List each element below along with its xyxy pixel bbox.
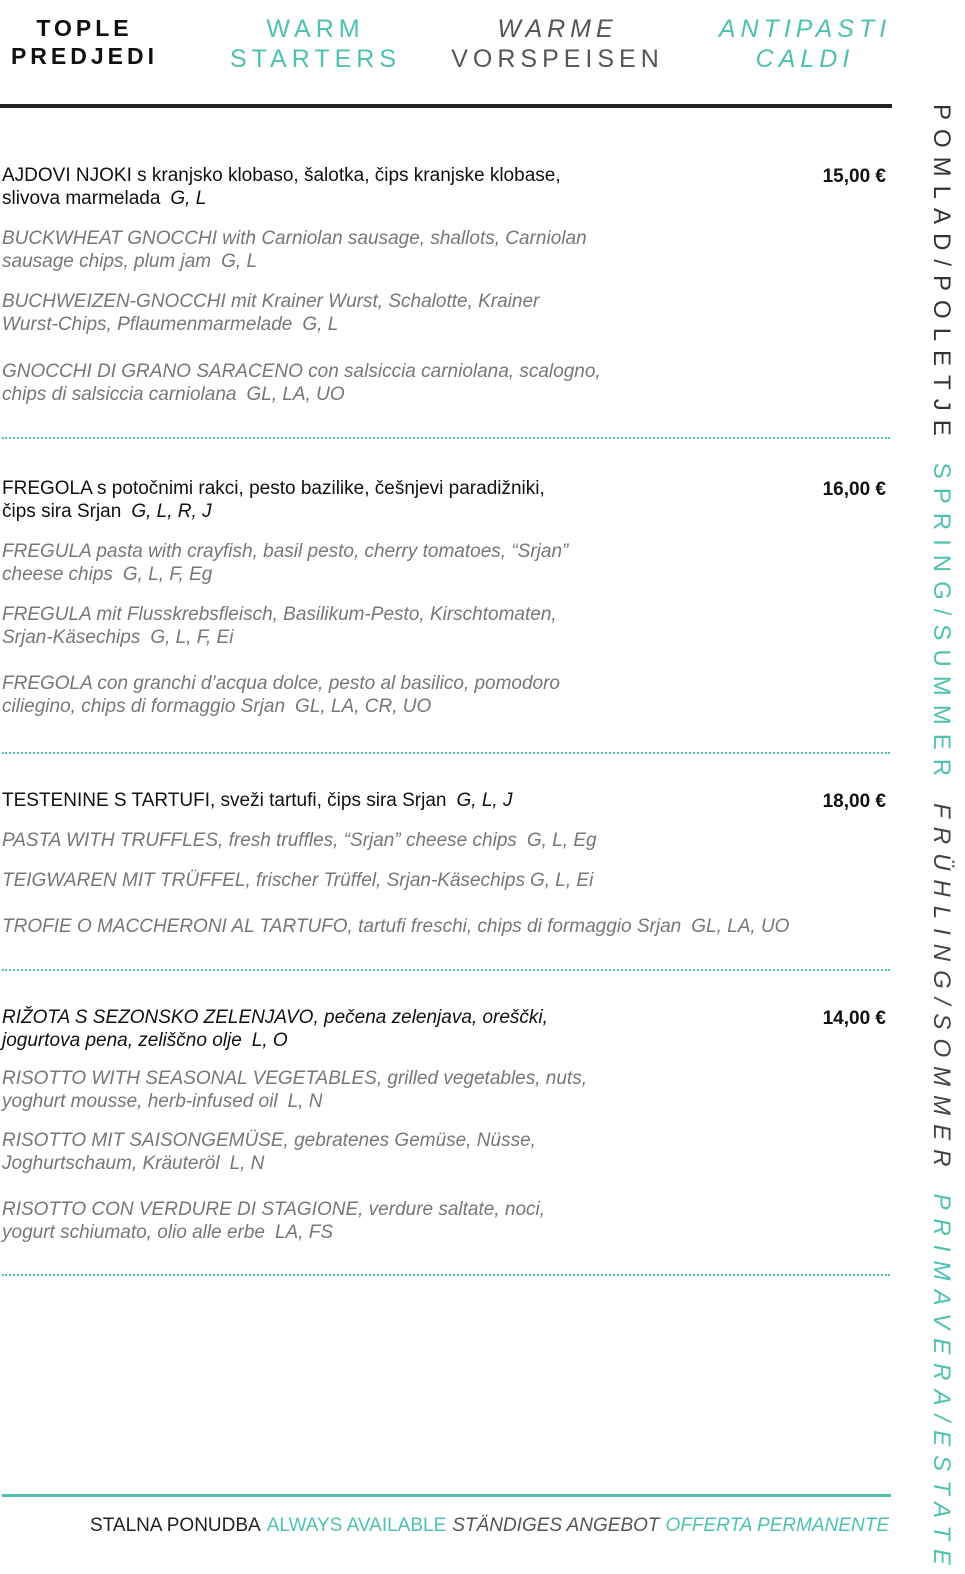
item-sl-line2: čips sira Srjan G, L, R, J: [2, 501, 212, 522]
title-english: [228, 14, 403, 74]
item-en-line1: RISOTTO WITH SEASONAL VEGETABLES, grilled vegetables, nuts,: [2, 1068, 587, 1089]
allergen-tags: G, L: [170, 188, 207, 209]
season-text: [927, 104, 955, 1574]
item-de-line1: TEIGWAREN MIT TRÜFFEL, frischer Trüffel, Srjan-Käsechips G, L, Ei: [2, 870, 594, 891]
item-sl-line1: FREGOLA s potočnimi rakci, pesto bazilike, češnjevi paradižniki,: [2, 478, 545, 499]
title-sl-line1: TOPLE: [36, 15, 133, 41]
title-it-line1: ANTIPASTI: [718, 15, 892, 43]
item-price: 18,00 €: [822, 791, 886, 812]
footer-it: OFFERTA PERMANENTE: [665, 1515, 889, 1536]
header-divider: [0, 104, 892, 108]
item-it-line2: ciliegino, chips di formaggio Srjan GL, LA, CR, UO: [2, 696, 432, 717]
item-price: 14,00 €: [822, 1008, 886, 1029]
item-en-line2: cheese chips G, L, F, Eg: [2, 564, 213, 585]
item-de-line2: Srjan-Käsechips G, L, F, Ei: [2, 627, 234, 648]
item-de-line2: Joghurtschaum, Kräuteröl L, N: [2, 1153, 265, 1174]
item-en-line2: sausage chips, plum jam G, L: [2, 251, 258, 272]
title-sl-line2: PREDJEDI: [10, 43, 159, 69]
item-price: 16,00 €: [822, 479, 886, 500]
item-de-line1: FREGULA mit Flusskrebsfleisch, Basilikum-Pesto, Kirschtomaten,: [2, 604, 557, 625]
item-sl-line1: AJDOVI NJOKI s kranjsko klobaso, šalotka, čips kranjske klobase,: [2, 165, 561, 186]
item-en-line1: PASTA WITH TRUFFLES, fresh truffles, “Srjan” cheese chips G, L, Eg: [2, 830, 597, 851]
item-it-line1: FREGOLA con granchi d’acqua dolce, pesto al basilico, pomodoro: [2, 673, 560, 694]
item-it-line2: yogurt schiumato, olio alle erbe LA, FS: [2, 1222, 334, 1243]
item-divider: [2, 437, 890, 439]
season-en: SPRING/SUMMER: [928, 462, 955, 786]
footer-de: STÄNDIGES ANGEBOT: [452, 1515, 660, 1536]
footer-sl: STALNA PONUDBA: [90, 1515, 261, 1536]
season-label: [927, 104, 965, 1574]
item-de-line2: Wurst-Chips, Pflaumenmarmelade G, L: [2, 314, 339, 335]
footer-availability: [84, 1515, 889, 1537]
title-italian: [715, 14, 895, 74]
season-de: FRÜHLING/SOMMER: [928, 803, 955, 1176]
item-it-line2: chips di salsiccia carniolana GL, LA, UO: [2, 384, 345, 405]
item-en-line1: FREGULA pasta with crayfish, basil pesto, cherry tomatoes, “Srjan”: [2, 541, 569, 562]
title-de-line1: WARME: [497, 15, 618, 43]
item-de-line1: RISOTTO MIT SAISONGEMÜSE, gebratenes Gemüse, Nüsse,: [2, 1130, 536, 1151]
item-sl-line2: jogurtova pena, zeliščno olje L, O: [2, 1030, 288, 1051]
item-it-line1: GNOCCHI DI GRANO SARACENO con salsiccia carniolana, scalogno,: [2, 361, 601, 382]
item-sl-line1: RIŽOTA S SEZONSKO ZELENJAVO, pečena zelenjava, oreščki,: [2, 1007, 548, 1028]
title-it-line2: CALDI: [755, 45, 855, 73]
title-en-line1: WARM: [266, 15, 365, 43]
item-en-line1: BUCKWHEAT GNOCCHI with Carniolan sausage, shallots, Carniolan: [2, 228, 587, 249]
title-slovenian: [2, 14, 167, 70]
item-sl-line1: TESTENINE S TARTUFI, sveži tartufi, čips sira Srjan G, L, J: [2, 790, 513, 811]
title-german: [450, 14, 665, 74]
footer-en: ALWAYS AVAILABLE: [266, 1515, 447, 1536]
item-divider: [2, 752, 890, 754]
title-de-line2: VORSPEISEN: [451, 45, 664, 73]
season-sl: POMLAD/POLETJE: [928, 104, 955, 445]
footer-divider: [2, 1494, 891, 1497]
item-de-line1: BUCHWEIZEN-GNOCCHI mit Krainer Wurst, Schalotte, Krainer: [2, 291, 540, 312]
item-en-line2: yoghurt mousse, herb-infused oil L, N: [2, 1091, 323, 1112]
item-sl-line2: slivova marmelada G, L: [2, 188, 207, 209]
item-price: 15,00 €: [822, 166, 886, 187]
item-divider: [2, 969, 890, 971]
season-it: PRIMAVERA/ESTATE: [928, 1193, 955, 1574]
item-divider: [2, 1274, 890, 1276]
item-it-line1: RISOTTO CON VERDURE DI STAGIONE, verdure saltate, noci,: [2, 1199, 546, 1220]
item-it-line1: TROFIE O MACCHERONI AL TARTUFO, tartufi freschi, chips di formaggio Srjan GL, LA, UO: [2, 916, 790, 937]
title-en-line2: STARTERS: [229, 45, 402, 73]
